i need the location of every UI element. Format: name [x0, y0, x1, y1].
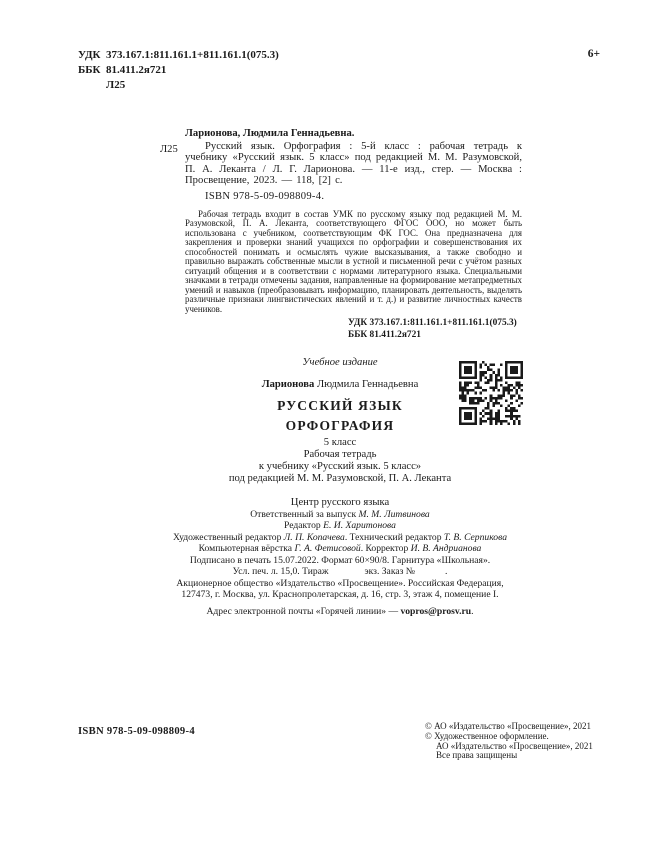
grade-line: 5 класс — [323, 437, 357, 448]
order-number-label: экз. Заказ № — [364, 566, 415, 578]
credit-label: Компьютерная вёрстка — [198, 543, 295, 555]
print-run-label: Усл. печ. л. 15,0. Тираж — [232, 566, 329, 578]
edition-type: Учебное издание — [302, 357, 378, 368]
bibliographic-description: Русский язык. Орфография : 5-й класс : рабочая тетрадь к учебнику «Русский язык. 5 класс» под редакцией М. М. Разумовской, П. А. Леканта / Л. Г. Ларионова. — 11-е изд., стер. — Москва : Просвещение, 2023. — 118, [2] с. — [185, 140, 522, 187]
print-line-2 — [78, 566, 602, 578]
subtitle-line1: Рабочая тетрадь — [303, 449, 377, 460]
credit-label: Редактор — [284, 520, 324, 532]
isbn-line: ISBN 978-5-09-098809-4. — [205, 190, 325, 202]
udk-label: УДК — [78, 49, 101, 61]
catalog-margin-code: Л25 — [160, 144, 178, 155]
credit-label: . Технический редактор — [344, 531, 444, 543]
credit-line-1 — [78, 509, 602, 520]
footer-isbn: ISBN 978-5-09-098809-4 — [78, 726, 195, 737]
book-title-line2: ОРФОГРАФИЯ — [285, 418, 395, 433]
subtitle-line3: под редакцией М. М. Разумовской, П. А. Леканта — [228, 473, 452, 484]
publisher-info — [78, 578, 602, 617]
copyright-line-4: Все права защищены — [436, 750, 518, 761]
annotation-text: Рабочая тетрадь входит в состав УМК по русскому языку под редакцией М. М. Разумовской, П. А. Леканта, соответствующего ФГОС ООО, но может быть использована с учебником, соответствующим ФК ГОС. Она предназначена для закрепления и проверки знаний учащихся по орфографии и совершенствования их способностей понимать и осмыслять чужие высказывания, а также свободно и правильно выражать собственные мысли в устной и письменной речи с учётом разных ситуаций общения и в соответствии с нормами литературного языка. Специальными значками в тетради отмечены задания, направленные на формирование метапредметных умений и навыков (преобразовывать информацию, планировать деятельность, выделять различные признаки лингвистических явлений и т. д.) и развитие личностных качеств учеников. — [185, 208, 522, 314]
author-code-line — [78, 78, 279, 93]
codes-footer — [348, 317, 522, 341]
staff-credits — [78, 509, 602, 555]
publishing-center: Центр русского языка — [290, 497, 390, 508]
copyright-line-1: © АО «Издательство «Просвещение», 2021 — [425, 721, 591, 731]
credit-name: Г. А. Фетисовой — [294, 543, 361, 555]
udk-footer: УДК 373.167.1:811.161.1+811.161.1(075.3) — [348, 318, 517, 329]
bbk-value: 81.411.2я721 — [106, 64, 167, 76]
credit-name: Т. В. Серпикова — [443, 531, 508, 543]
credit-name: М. М. Литвинова — [358, 509, 430, 520]
email-address: vopros@prosv.ru — [400, 606, 472, 618]
age-rating-mark: 6+ — [587, 48, 600, 60]
publisher-line-1: Акционерное общество «Издательство «Просвещение». Российская Федерация, — [176, 578, 504, 590]
edition-info — [78, 357, 602, 617]
credit-name: Е. И. Харитонова — [323, 520, 396, 532]
copyright-block — [425, 722, 593, 761]
book-title-line1: РУССКИЙ ЯЗЫК — [277, 398, 403, 413]
print-info — [78, 555, 602, 579]
udk-value: 373.167.1:811.161.1+811.161.1(075.3) — [106, 49, 279, 61]
credit-name: Л. П. Копачева — [283, 531, 345, 543]
print-line-1: Подписано в печать 15.07.2022. Формат 60×90/8. Гарнитура «Школьная». — [189, 554, 491, 566]
publisher-line-2: 127473, г. Москва, ул. Краснопролетарская, д. 16, стр. 3, этаж 4, помещение I. — [181, 589, 499, 601]
credit-label: . Корректор — [360, 543, 411, 555]
bbk-line — [78, 63, 279, 78]
author-surname: Ларионова — [261, 379, 315, 390]
credit-name: И. В. Андрианова — [410, 543, 482, 555]
author-heading: Ларионова, Людмила Геннадьевна. — [185, 128, 355, 139]
bbk-footer: ББК 81.411.2я721 — [348, 330, 421, 341]
email-label: Адрес электронной почты «Горячей линии» — — [206, 606, 401, 618]
catalog-card — [160, 128, 522, 341]
subtitle-line2: к учебнику «Русский язык. 5 класс» — [258, 461, 422, 472]
credit-line-3 — [78, 532, 602, 543]
copyright-line-2: © Художественное оформление. — [425, 730, 549, 741]
email-period: . — [471, 606, 474, 618]
bbk-label: ББК — [78, 64, 101, 76]
copyright-line-3: АО «Издательство «Просвещение», 2021 — [436, 740, 593, 751]
credit-line-4 — [78, 543, 602, 554]
author-given-names: Людмила Геннадьевна — [314, 379, 419, 390]
top-codes — [78, 48, 279, 93]
hotline-email-line — [78, 606, 602, 617]
line-end-period: . — [444, 566, 448, 578]
credit-label: Ответственный за выпуск — [250, 509, 359, 520]
credit-line-2 — [78, 520, 602, 531]
author-code: Л25 — [106, 79, 126, 91]
edition-author — [78, 379, 602, 391]
credit-label: Художественный редактор — [172, 531, 284, 543]
udk-line — [78, 48, 279, 63]
